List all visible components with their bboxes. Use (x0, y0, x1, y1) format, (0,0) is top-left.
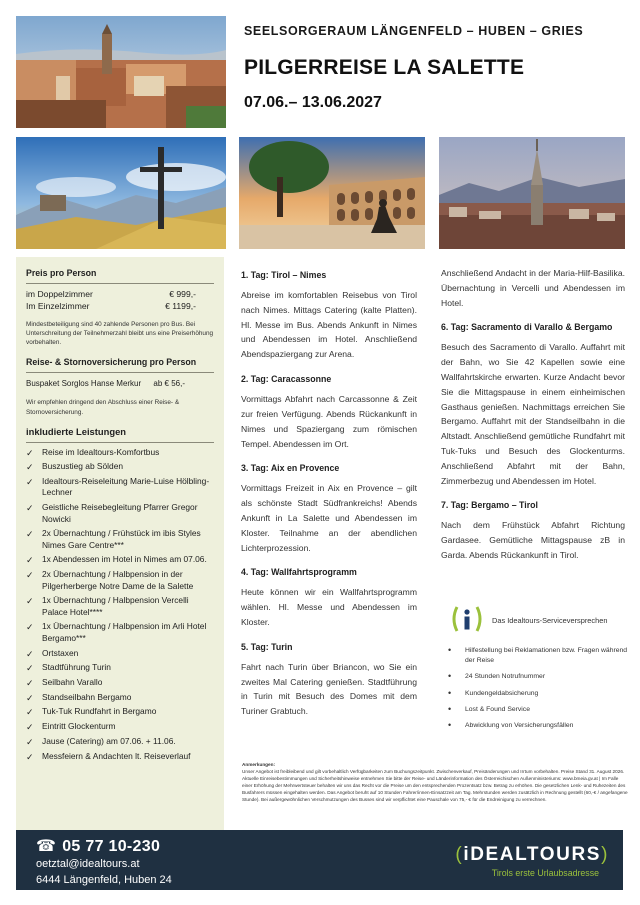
idealtours-i-logo-icon (450, 604, 484, 634)
included-item (26, 476, 214, 499)
included-item (26, 528, 214, 551)
service-item: • Hilfestellung bei Reklamationen bzw. Fragen während der Reise (448, 646, 628, 666)
included-item-text: Seilbahn Varallo (42, 676, 103, 687)
check-icon: ✓ (26, 529, 34, 540)
check-icon: ✓ (26, 503, 34, 514)
check-icon: ✓ (26, 663, 34, 674)
included-item (26, 692, 214, 703)
service-item: • 24 Stunden Notrufnummer (448, 672, 628, 682)
check-icon: ✓ (26, 570, 34, 581)
included-item-text: Eintritt Glockenturm (42, 721, 116, 732)
check-icon: ✓ (26, 692, 34, 703)
check-icon: ✓ (26, 555, 34, 566)
remarks-text: Unser Angebot ist freibleibend und gilt vorbehaltlich Verfügbarkeiten zum Buchungszeitpunkt. Zwischenverkauf, Preisänderungen und Irrtum vorbehalten. Preise Stand 31. August 2026. Aktuelle Einreisebestimmungen und Sicherheitshinweise entnehmen Sie bitte der Reise- und Länderinformation des Österreichischen Außenministeriums: www.bmeia.gv.at | Im Falle einer Erhöhung der Mehrwertsteuer behalten wir uns das Recht vor die Preise um den entsprechenden Prozentsatz bzw. Betrag zu erhöhen. Die gesetzlichen Lenk- und Ruhezeiten des Busfahrers müssen eingehalten werden. Das Angebot beruht auf 10 Stunden Fahrer/innen-Einsatzzeit am Tag. Mehrstunden werden zusätzlich in Rechnung gestellt (60,-€ / angefangene Stunde). Bei außergewöhnlichen Verschmutzungen des Busses sind wir verpflichtet eine Pauschale von 75,- € für die Endreinigung zu verrechnen. (242, 768, 628, 802)
day-description: Abreise im komfortablen Reisebus von Tirol nach Nimes. Mittags Catering (kalte Platten). Hl. Messe im Bus. Abends Ankunft in Nimes und Abendessen im Hotel. Anschließend Abendspaziergang zur Arena. (241, 290, 417, 360)
price-value: € 999,- (169, 288, 196, 299)
price-row (26, 300, 214, 312)
service-promise-list (448, 646, 628, 737)
included-item (26, 461, 214, 472)
included-item-text: Standseilbahn Bergamo (42, 691, 132, 702)
included-item (26, 751, 214, 762)
included-item-text: 1x Übernachtung / Halbpension Vercelli Palace Hotel**** (42, 595, 189, 617)
insurance-label: Buspaket Sorglos Hanse Merkur (26, 378, 142, 388)
idealtours-logo (455, 844, 609, 866)
check-icon: ✓ (26, 476, 34, 487)
insurance-heading: Reise- & Stornoversicherung pro Person (26, 357, 214, 373)
trip-dates: 07.06.– 13.06.2027 (244, 94, 382, 111)
included-item-text: Reise im Idealtours-Komfortbus (42, 446, 160, 457)
included-item-text: 2x Übernachtung / Halbpension in der Pilgerherberge Notre Dame de la Salette (42, 569, 194, 591)
included-item (26, 447, 214, 458)
included-item (26, 677, 214, 688)
check-icon: ✓ (26, 622, 34, 633)
service-item: • Kundengeldabsicherung (448, 689, 628, 699)
minimum-participants-note: Mindestbeteiligung sind 40 zahlende Personen pro Bus. Bei Unterschreitung der Teilnehmerzahl bleibt uns eine Preiserhöhung vorbehalten. (26, 320, 214, 347)
page-title: PILGERREISE LA SALETTE (244, 56, 525, 79)
check-icon: ✓ (26, 677, 34, 688)
day-heading: 7. Tag: Bergamo – Tirol (441, 500, 538, 511)
included-item-text: 2x Übernachtung / Frühstück im ibis Styles Nimes Gare Centre*** (42, 528, 201, 550)
phone-line[interactable] (36, 836, 160, 856)
price-label: im Doppelzimmer (26, 288, 93, 299)
check-icon: ✓ (26, 648, 34, 659)
photo-turin (439, 137, 625, 249)
phone-number: 05 77 10-230 (62, 838, 161, 855)
price-label: Im Einzelzimmer (26, 301, 90, 312)
included-item (26, 706, 214, 717)
brand-tagline: Tirols erste Urlaubsadresse (491, 868, 599, 878)
service-item: • Lost & Found Service (448, 705, 628, 715)
check-icon: ✓ (26, 447, 34, 458)
remarks-heading: Anmerkungen: (242, 762, 276, 767)
day-description: Vormittags Freizeit in Aix en Provence – gilt als schönste Stadt Südfrankreichs! Abends Ankunft in La Salette und Abendessen im Kloster. Teilnahme an der abendlichen Lichterprozession. (241, 483, 417, 553)
included-item-text: Messfeiern & Andachten lt. Reiseverlauf (42, 750, 191, 761)
price-row (26, 288, 214, 300)
day-description: Heute können wir ein Wallfahrtsprogramm wählen. Hl. Messe und Abendessen im Kloster. (241, 587, 417, 627)
included-item (26, 736, 214, 747)
photo-arena (239, 137, 425, 249)
day-heading: 4. Tag: Wallfahrtsprogramm (241, 567, 357, 578)
day-heading: 3. Tag: Aix en Provence (241, 463, 340, 474)
day-heading: 5. Tag: Turin (241, 641, 293, 652)
footer-bar (16, 830, 623, 890)
included-item-text: Buszustieg ab Sölden (42, 461, 124, 472)
brand-bracket-close: ) (601, 844, 609, 865)
included-item (26, 502, 214, 525)
day-description: Besuch des Sacramento di Varallo. Auffahrt mit der Bahn, wo Sie 42 Kapellen sowie eine Wallfahrtskirche erwarten. Kurze Andacht bevor Sie die Mittagspause in einem einheimischen Gasthaus genießen. Nachmittags erreichen Sie Bergamo. Auffahrt mit der Standseilbahn in die Altstadt. Anschließend gemütliche Rundfahrt mit Tuk-Tuks und Besuch des Glockenturms. Anschließend Abfahrt mit der Bahn, Zimmerbezug und Abendessen im Hotel. (441, 342, 625, 486)
check-icon: ✓ (26, 736, 34, 747)
included-item-text: Tuk-Tuk Rundfahrt in Bergamo (42, 706, 157, 717)
day-description: Vormittags Abfahrt nach Carcassonne & Zeit zur freien Verfügung. Abends Rückankunft in Nimes und Spaziergang zum römischen Tempel. Abendessen im Ort. (241, 394, 417, 449)
brand-bracket-open: ( (455, 844, 464, 865)
included-item-text: Idealtours-Reiseleitung Marie-Luise Hölbling-Lechner (42, 475, 210, 498)
service-promise-title: Das Idealtours-Serviceversprechen (492, 616, 608, 625)
included-item (26, 621, 214, 644)
included-heading: inkludierte Leistungen (26, 426, 214, 443)
included-item-text: 1x Abendessen im Hotel in Nimes am 07.06. (42, 554, 207, 565)
included-item-text: 1x Übernachtung / Halbpension im Arli Hotel Bergamo*** (42, 621, 207, 643)
phone-icon: ☎ (36, 838, 57, 855)
included-item (26, 595, 214, 618)
sidebar-info-box (16, 257, 224, 830)
included-item (26, 648, 214, 659)
price-value: € 1199,- (165, 301, 196, 312)
photo-city-top (16, 16, 226, 128)
included-item (26, 662, 214, 673)
insurance-value: ab € 56,- (153, 378, 185, 388)
day-description: Fahrt nach Turin über Briancon, wo Sie ein zweites Mal Catering genießen. Stadtführung in Turin mit Besuch des Domes mit dem Turiner Grabtuch. (241, 661, 417, 717)
included-item-text: Geistliche Reisebegleitung Pfarrer Gregor Nowicki (42, 502, 198, 524)
included-item (26, 554, 214, 565)
day-description: Nach dem Frühstück Abfahrt Richtung Gardasee. Gemütliche Mittagspause zB in Garda. Abends Rückankunft in Tirol. (441, 520, 625, 560)
included-item (26, 569, 214, 592)
check-icon: ✓ (26, 462, 34, 473)
insurance-note: Wir empfehlen dringend den Abschluss einer Reise- & Stornoversicherung. (26, 399, 180, 416)
organizer-line: SEELSORGERAUM LÄNGENFELD – HUBEN – GRIES (244, 24, 584, 38)
service-item: • Abwicklung von Versicherungsfällen (448, 721, 628, 731)
day-heading: 6. Tag: Sacramento di Varallo & Bergamo (441, 322, 613, 333)
itinerary-left-column (241, 268, 417, 729)
included-item-text: Ortstaxen (42, 647, 79, 658)
itinerary-right-column (441, 266, 625, 573)
included-item-text: Stadtführung Turin (42, 662, 111, 673)
day-description: Anschließend Andacht in der Maria-Hilf-Basilika. Übernachtung in Vercelli und Abendessen im Hotel. (441, 268, 625, 308)
day-heading: 1. Tag: Tirol – Nimes (241, 270, 327, 280)
address: 6444 Längenfeld, Huben 24 (36, 874, 172, 886)
day-heading: 2. Tag: Caracassonne (241, 374, 332, 385)
included-item-text: Jause (Catering) am 07.06. + 11.06. (42, 735, 176, 746)
check-icon: ✓ (26, 596, 34, 607)
check-icon: ✓ (26, 707, 34, 718)
check-icon: ✓ (26, 751, 34, 762)
photo-cross (16, 137, 226, 249)
included-list (26, 447, 214, 762)
price-heading: Preis pro Person (26, 268, 214, 284)
brand-name: iDEALTOURS (463, 844, 602, 865)
email-link[interactable]: oetztal@idealtours.at (36, 858, 140, 870)
check-icon: ✓ (26, 722, 34, 733)
included-item (26, 721, 214, 732)
insurance-row (26, 379, 214, 390)
remarks (242, 762, 628, 804)
